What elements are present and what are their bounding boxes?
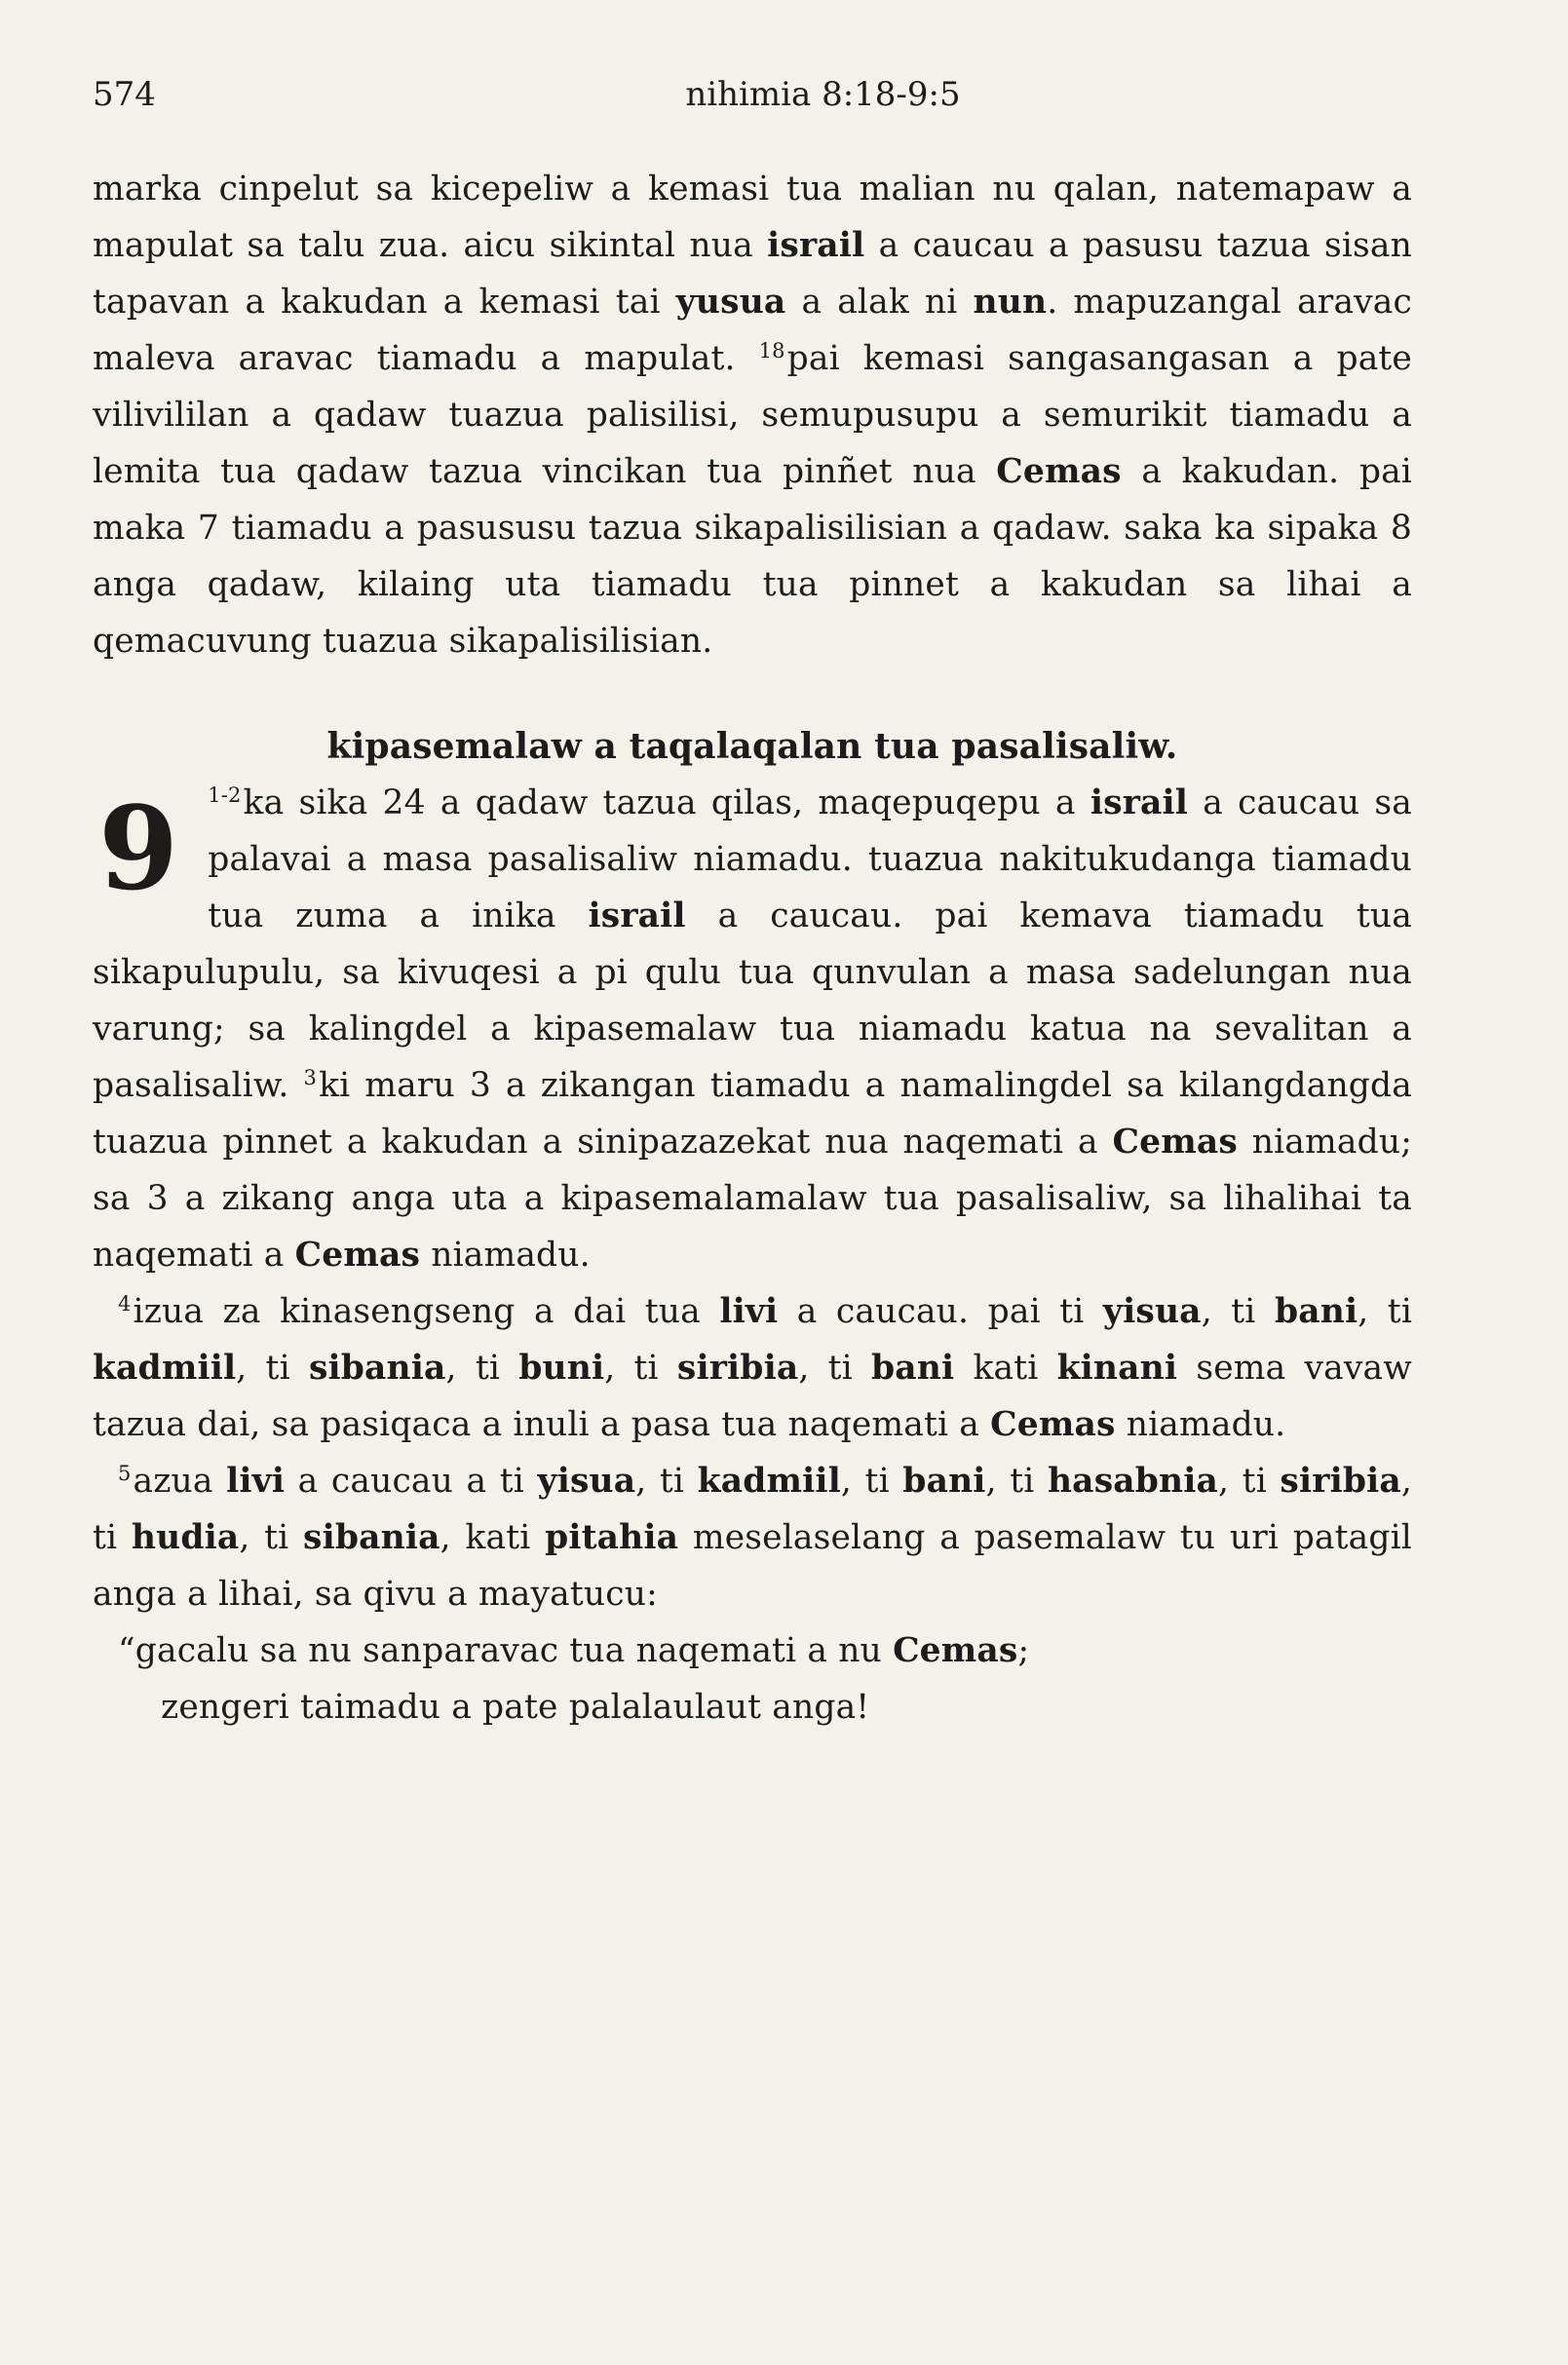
name-pitahia: pitahia [545,1518,679,1557]
name-buni: buni [518,1349,605,1388]
name-bani: bani [902,1462,986,1501]
text-run: ki maru 3 a zikangan tiamadu a namalingdel sa kilangdangda tuazua pinnet a kakudan a sinipazazekat nua naqemati a [93,1066,1412,1162]
text-run: a alak ni [785,283,974,322]
verse-number-5: 5 [118,1461,132,1485]
text-run: niamadu; sa 3 a zikang anga uta a kipasemalamalaw tua pasalisaliw, sa lihalihai ta naqemati a [93,1123,1412,1275]
text-run: niamadu. [420,1236,591,1275]
text-run: meselaselang a pasemalaw tu uri patagil anga a lihai, sa qivu a mayatucu: [93,1518,1412,1614]
name-siribia: siribia [1280,1462,1401,1501]
name-cemas: Cemas [1112,1123,1238,1162]
text-run: pai kemasi sangasangasan a pate vilivililan a qadaw tuazua palisilisi, semupusupu a semurikit tiamadu a lemita tua qadaw tazua vincikan tua pinñet nua [93,339,1412,491]
name-yisua: yisua [1102,1292,1202,1331]
name-sibania: sibania [303,1518,440,1557]
text-run: , ti [840,1462,903,1501]
poem-line-2: zengeri taimadu a pate palalaulaut anga! [161,1688,870,1727]
verse-number-18: 18 [758,338,785,362]
text-run: , ti [1218,1462,1281,1501]
name-yisua: yisua [537,1462,636,1501]
name-cemas: Cemas [996,452,1122,491]
text-run: . mapuzangal aravac maleva aravac tiamadu a mapulat. [93,283,1413,378]
text-run: , ti [236,1349,309,1388]
text-run: a caucau a ti [285,1462,538,1501]
text-run: “gacalu sa nu sanparavac tua naqemati a nu [118,1631,894,1670]
text-run: , ti [239,1518,304,1557]
running-head: nihimia 8:18-9:5 [685,75,961,114]
name-kadmiil: kadmiil [93,1349,237,1388]
name-siribia: siribia [676,1349,799,1388]
text-run: azua [133,1462,227,1501]
section-heading: kipasemalaw a taqalaqalan tua pasalisaliw. [326,726,1178,767]
text-run: , ti [635,1462,698,1501]
text-run: marka cinpelut sa kicepeliw a kemasi tua malian nu qalan, natemapaw a mapulat sa talu zua. aicu sikintal nua [93,170,1412,265]
paragraph-9-1-3 [93,775,1412,1283]
name-nun: nun [973,283,1048,322]
paragraph-8-17-18 [93,161,1412,669]
chapter-number: 9 [98,781,179,916]
text-run: , ti [985,1462,1048,1501]
name-hudia: hudia [131,1518,240,1557]
text-run: , ti [1201,1292,1275,1331]
text-run: niamadu. [1115,1405,1286,1444]
verse-number-4: 4 [118,1291,132,1316]
text-run: ka sika 24 a qadaw tazua qilas, maqepuqepu a [243,783,1090,822]
name-livi: livi [226,1462,286,1501]
text-run: a kakudan. pai maka 7 tiamadu a pasususu tazua sikapalisilisian a qadaw. saka ka sipaka 8 anga qadaw, kilaing uta tiamadu tua pinnet a kakudan sa lihai a qemacuvung tuazua sikapalisilisian. [93,452,1412,661]
page-number: 574 [93,75,156,114]
name-kinani: kinani [1056,1349,1178,1388]
page-body [93,161,1412,1736]
text-run: , ti [93,1462,1412,1557]
name-israil: israil [767,226,865,265]
name-cemas: Cemas [294,1236,421,1275]
text-run: ; [1017,1631,1030,1670]
text-run: a caucau. pai ti [778,1292,1103,1331]
name-livi: livi [719,1292,779,1331]
text-run: , ti [798,1349,872,1388]
text-run: , ti [604,1349,677,1388]
verse-number-3: 3 [303,1065,318,1089]
page-header [93,70,1475,119]
paragraph-9-4 [93,1283,1412,1453]
name-kadmiil: kadmiil [697,1462,841,1501]
name-hasabnia: hasabnia [1047,1462,1219,1501]
text-run: a caucau a pasusu tazua sisan tapavan a kakudan a kemasi tai [93,226,1413,322]
text-run: sema vavaw tazua dai, sa pasiqaca a inuli a pasa tua naqemati a [93,1349,1412,1444]
text-run: , ti [1358,1292,1413,1331]
name-bani: bani [1274,1292,1358,1331]
name-sibania: sibania [308,1349,446,1388]
paragraph-9-5 [93,1453,1412,1622]
poem [93,1622,1412,1736]
name-yusua: yusua [675,283,786,322]
name-israil: israil [1090,783,1189,822]
name-israil: israil [588,896,686,935]
name-cemas: Cemas [990,1405,1116,1444]
text-run: , ti [445,1349,519,1388]
text-run: a caucau. pai kemava tiamadu tua sikapulupulu, sa kivuqesi a pi qulu tua qunvulan a masa sadelungan nua varung; sa kalingdel a kipasemalaw tua niamadu katua na sevalitan a pasalisaliw. [93,896,1413,1105]
text-run: a caucau sa palavai a masa pasalisaliw niamadu. tuazua nakitukudanga tiamadu tua zuma a inika [208,783,1412,935]
text-run: , kati [440,1518,546,1557]
name-cemas: Cemas [893,1631,1018,1670]
text-run: izua za kinasengseng a dai tua [133,1292,720,1331]
text-run: kati [954,1349,1057,1388]
poem-line-1 [93,1622,1412,1679]
verse-number-1-2: 1-2 [208,782,242,807]
name-bani: bani [871,1349,955,1388]
